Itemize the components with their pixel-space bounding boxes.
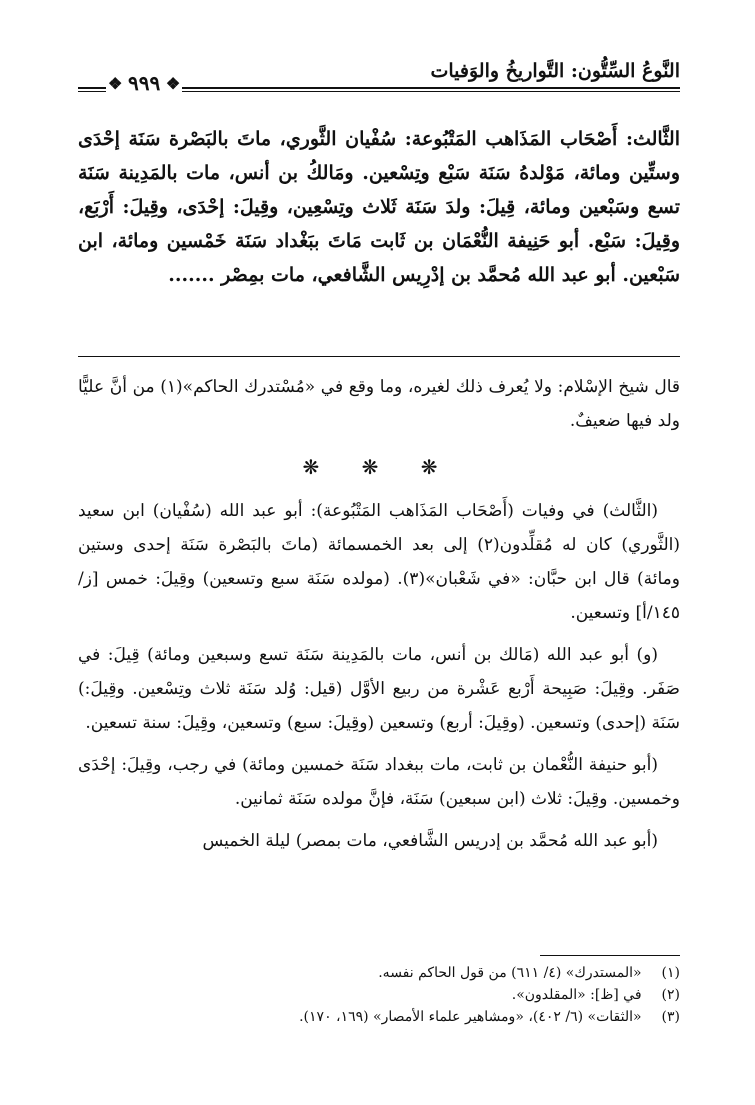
main-text: الثَّالث: أَصْحَاب المَذَاهب المَتْبُوعة: سُفْيان الثَّوري، ماتَ بالبَصْرة سَنَة إحْدَى وستِّين ومائة، مَوْلدهُ سَنَة سَبْع وتِسْعين. ومَالكُ بن أنس، مات بالمَدِينة سَنَة تسع وسَبْعين ومائة، قِيلَ: ولدَ سَنَة ثَلاث وتِسْعِين، وقِيلَ: إحْدَى، وقِيلَ: أَرْبَع، وقِيلَ: سَبْع. أبو حَنِيفة النُّعْمَان بن ثَابت مَاتَ ببَغْداد سَنَة خَمْسين ومائة، ابن سَبْعين. أبو عبد الله مُحمَّد بن إدْرِيس الشَّافعي، مات بمِصْر ....... bbox=[78, 128, 680, 286]
footnote-text: «المستدرك» (٤/ ٦١١) من قول الحاكم نفسه. bbox=[378, 965, 642, 981]
footnote-text: «الثقات» (٦/ ٤٠٢)، «ومشاهير علماء الأمصار» (١٦٩، ١٧٠). bbox=[299, 1009, 642, 1025]
footnote bbox=[78, 962, 680, 984]
page-number: ❖ ٩٩٩ ❖ bbox=[106, 68, 182, 98]
footnote-number: (٣) bbox=[661, 1009, 680, 1025]
commentary bbox=[78, 494, 680, 866]
note-paragraph: قال شيخ الإسْلام: ولا يُعرف ذلك لغيره، وما وقع في «مُسْتدرك الحاكم»(١) من أنَّ عليًّا ولد فيها ضعيفٌ. bbox=[78, 377, 680, 431]
footnote-rule bbox=[540, 955, 680, 956]
footnote bbox=[78, 1006, 680, 1028]
text-divider bbox=[78, 356, 680, 357]
commentary-paragraph: (أبو حنيفة النُّعْمان بن ثابت، مات ببغداد سَنَة خمسين ومائة) في رجب، وقِيلَ: إحْدَى وخمسين. وقِيلَ: ثلاث (ابن سبعين) سَنَة، فإنَّ مولده سَنَة ثمانين. bbox=[78, 755, 680, 809]
footnote bbox=[78, 984, 680, 1006]
footnotes bbox=[78, 962, 680, 1028]
running-header bbox=[78, 58, 680, 98]
footnote-text: في [ظ]: «المقلدون». bbox=[511, 987, 642, 1003]
chapter-title: النَّوعُ السِّتُّون: التَّواريخُ والوَفيات bbox=[430, 60, 680, 82]
footnote-number: (١) bbox=[661, 965, 680, 981]
commentary-paragraph: (و) أبو عبد الله (مَالك بن أنس، مات بالمَدِينة سَنَة تسع وسبعين ومائة) قِيلَ: في صَفَر. وقِيلَ: صَبِيحة أَرْبع عَشْرة من ربيع الأوَّل (قيل: وُلد سَنَة ثلاث وتِسْعين. وقِيلَ:) سَنَة (إحدى) وتسعين. (وقِيلَ: أربع) وتسعين (وقِيلَ: سبع) وتسعين، وقِيلَ: سنة تسعين. bbox=[78, 645, 680, 733]
section-separator: ❋ ❋ ❋ bbox=[302, 455, 456, 479]
commentary-paragraph: (الثَّالث) في وفيات (أَصْحَاب المَذَاهب المَتْبُوعة): أبو عبد الله (سُفْيان) ابن سعيد (الثَّوري) كان له مُقلِّدون(٢) إلى بعد الخمسمائة (ماتَ بالبَصْرة سَنَة إحدى وستين ومائة) قال ابن حبَّان: «في شَعْبان»(٣). (مولده سَنَة سبع وتسعين) وقِيلَ: خمس [ز/١٤٥/أ] وتسعين. bbox=[78, 501, 681, 623]
footnote-number: (٢) bbox=[661, 987, 680, 1003]
commentary-paragraph: (أبو عبد الله مُحمَّد بن إدريس الشَّافعي، مات بمصر) ليلة الخميس bbox=[202, 831, 658, 851]
